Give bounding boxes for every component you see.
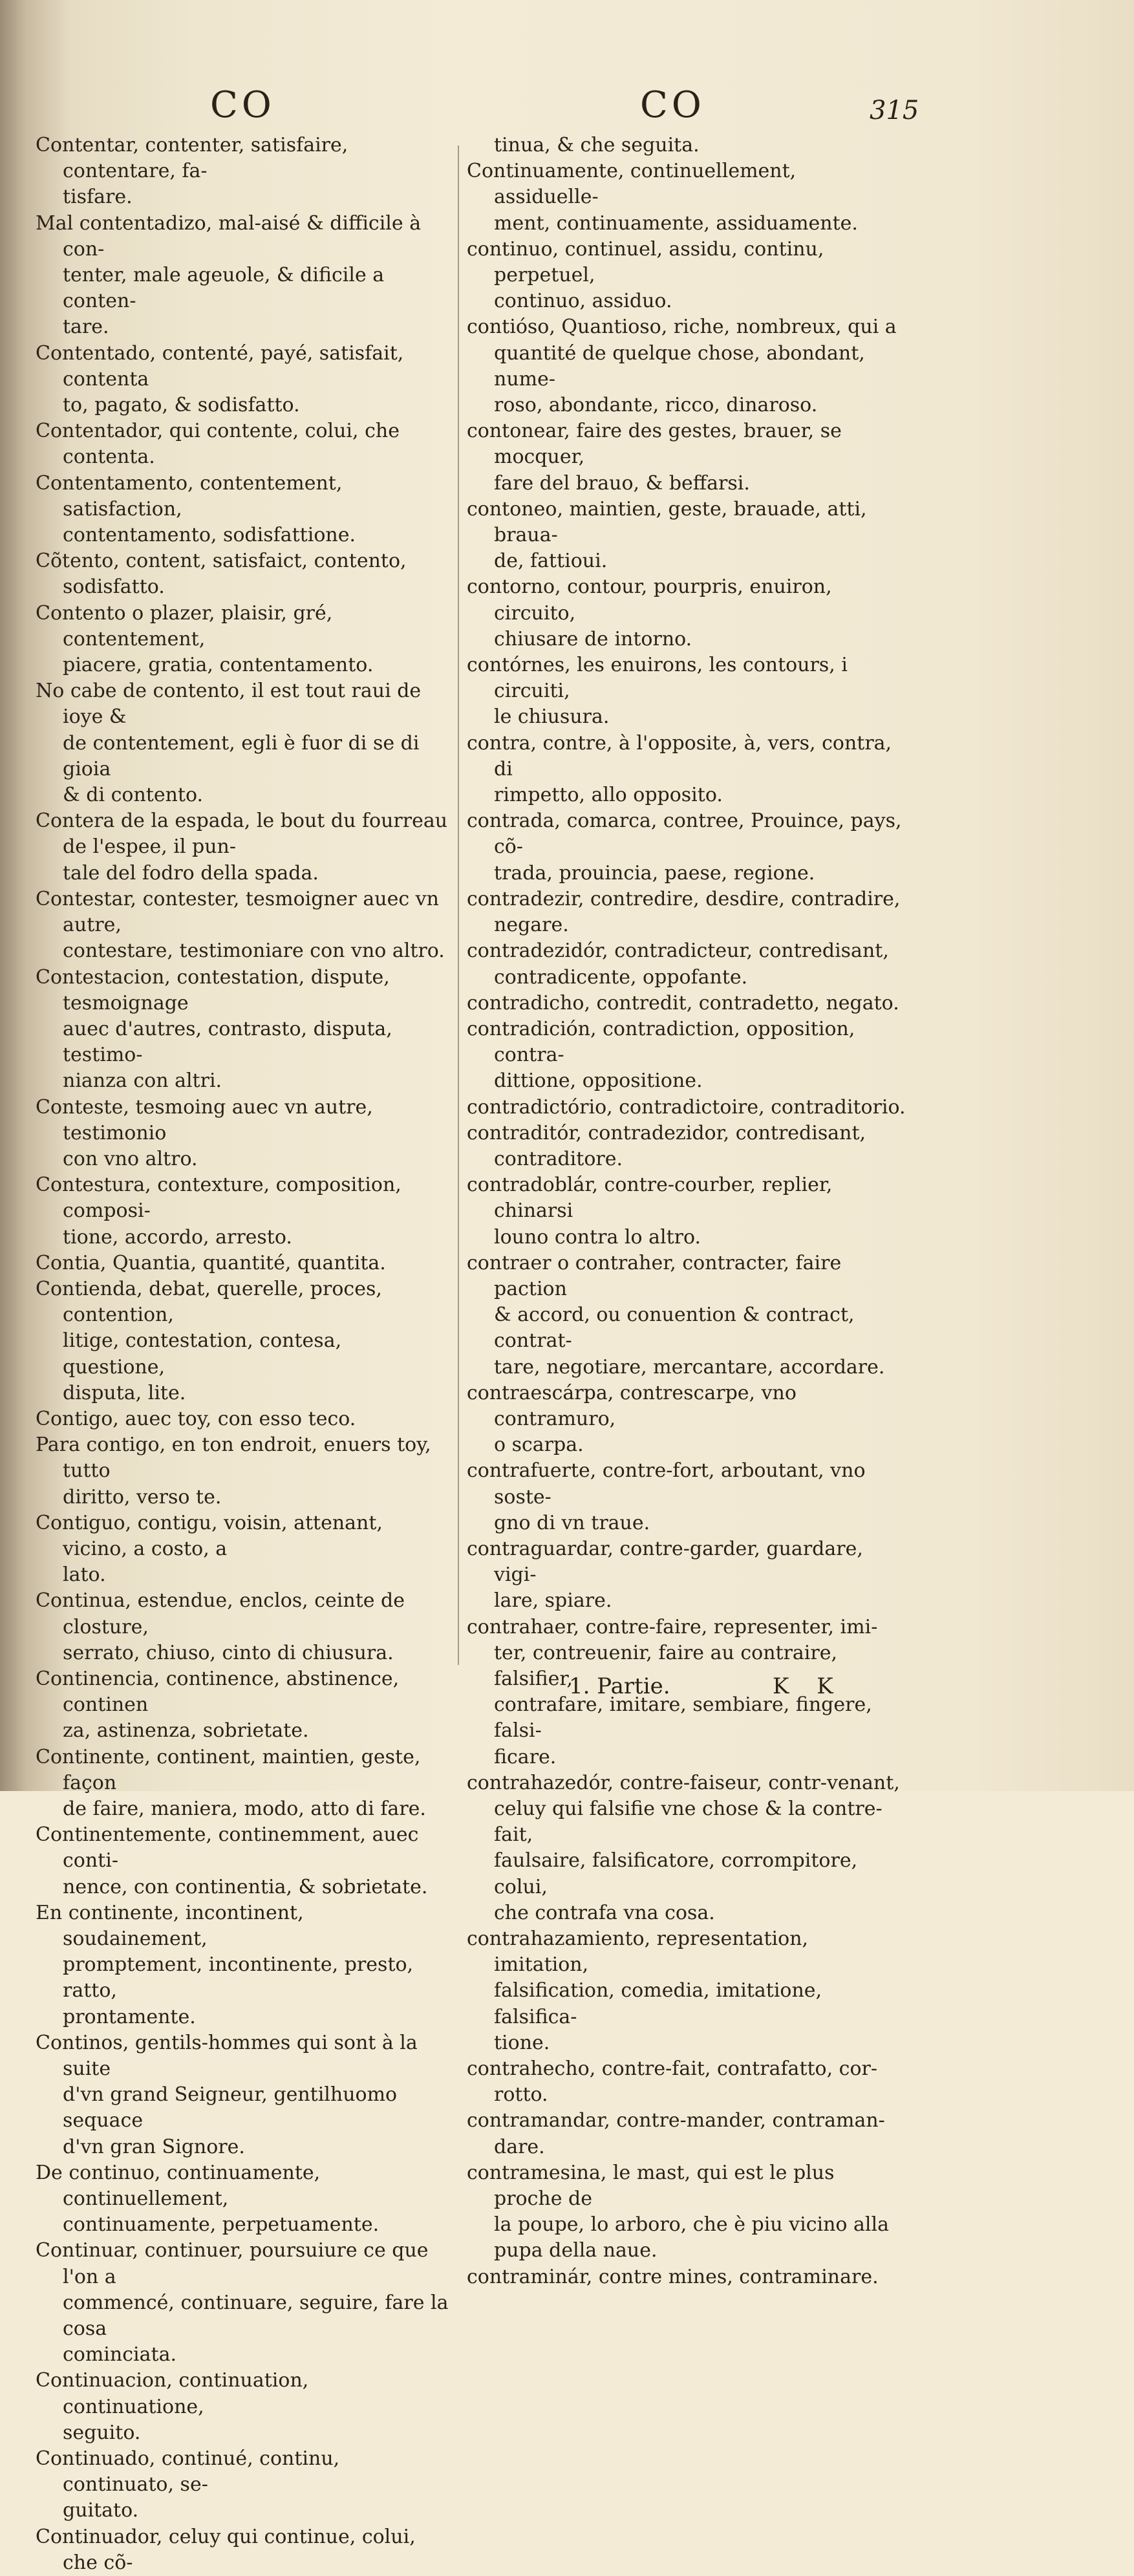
dictionary-entry: contradoblár, contre-courber, replier, chinarsi xyxy=(467,1174,833,1223)
dictionary-entry: Continuado, continué, continu, continuato, se- xyxy=(36,2447,340,2496)
dictionary-entry: Continua, estendue, enclos, ceinte de closture, xyxy=(36,1589,405,1638)
dictionary-entry: Contentamento, contentement, satisfaction, xyxy=(36,471,343,521)
dictionary-entry: contramesina, le mast, qui est le plus proche de xyxy=(467,2161,835,2211)
dictionary-entry: contradezir, contredire, desdire, contradire, xyxy=(467,887,901,910)
entry-continuation: piacere, gratia, contentamento. xyxy=(63,654,374,677)
entry-continuation: dittione, oppositione. xyxy=(494,1069,703,1093)
dictionary-entry: contrafuerte, contre-fort, arboutant, vno soste- xyxy=(467,1459,866,1508)
dictionary-entry: contrada, comarca, contree, Prouince, pays, cõ- xyxy=(467,810,902,859)
dictionary-entry: contrahazedór, contre-faiseur, contr-venant, xyxy=(467,1771,900,1794)
entry-continuation: con vno altro. xyxy=(63,1147,198,1170)
dictionary-entry: contradición, contradiction, opposition, contra- xyxy=(467,1017,855,1067)
entry-continuation: diritto, verso te. xyxy=(63,1485,222,1508)
entry-continuation: tare. xyxy=(63,316,109,339)
dictionary-entry: Cõtento, content, satisfaict, contento, sodisfatto. xyxy=(36,550,407,599)
dictionary-entry: contramandar, contre-mander, contraman- xyxy=(467,2109,885,2132)
entry-continuation: quantité de quelque chose, abondant, nume- xyxy=(494,341,865,391)
dictionary-entry: De continuo, continuamente, continuellement, xyxy=(36,2161,321,2211)
entry-continuation: serrato, chiuso, cinto di chiusura. xyxy=(63,1641,394,1664)
dictionary-entry: contraminár, contre mines, contraminare. xyxy=(467,2265,879,2288)
dictionary-entry: contórnes, les enuirons, les contours, i circuiti, xyxy=(467,654,848,703)
entry-continuation: continuamente, perpetuamente. xyxy=(63,2213,380,2237)
entry-continuation: contestare, testimoniare con vno altro. xyxy=(63,939,445,963)
entry-continuation: celuy qui falsifie vne chose & la contre-fait, xyxy=(494,1798,883,1847)
entry-continuation: rotto. xyxy=(494,2083,548,2107)
dictionary-entry: Contera de la espada, le bout du fourreau de l'espee, il pun- xyxy=(36,810,448,859)
dictionary-entry: Contentar, contenter, satisfaire, contentare, fa- xyxy=(36,134,348,183)
dictionary-entry: Continuacion, continuation, continuatione, xyxy=(36,2369,309,2418)
entry-continuation: roso, abondante, ricco, dinaroso. xyxy=(494,394,818,417)
entry-continuation: tisfare. xyxy=(63,186,133,209)
entry-continuation: nianza con altri. xyxy=(63,1069,222,1093)
dictionary-entry: contrahecho, contre-fait, contrafatto, cor- xyxy=(467,2057,878,2081)
entry-continuation: to, pagato, & sodisfatto. xyxy=(63,394,300,417)
entry-continuation: falsification, comedia, imitatione, falsifica- xyxy=(494,1979,822,2028)
entry-continuation: louno contra lo altro. xyxy=(494,1225,701,1249)
entry-continuation: ter, contreuenir, faire au contraire, falsifier, xyxy=(494,1641,838,1690)
dictionary-entry: contradicho, contredit, contradetto, negato. xyxy=(467,991,899,1014)
entry-continuation: d'vn grand Seigneur, gentilhuomo sequace xyxy=(63,2083,398,2132)
entry-continuation: contrafare, imitare, sembiare, fingere, falsi- xyxy=(494,1693,872,1743)
entry-continuation: nence, con continentia, & sobrietate. xyxy=(63,1875,428,1898)
entry-continuation: tale del fodro della spada. xyxy=(63,861,319,885)
dictionary-entry: Continente, continent, maintien, geste, façon xyxy=(36,1745,421,1794)
dictionary-entry: contrahaer, contre-faire, representer, imi- xyxy=(467,1615,878,1638)
entry-continuation: faulsaire, falsificatore, corrompitore, colui, xyxy=(494,1849,858,1898)
dictionary-entry: En continente, incontinent, soudainement, xyxy=(36,1901,304,1951)
entry-continuation: contentamento, sodisfattione. xyxy=(63,524,356,547)
dictionary-entry: Contestacion, contestation, dispute, tesmoignage xyxy=(36,965,390,1014)
entry-continuation: d'vn gran Signore. xyxy=(63,2135,245,2158)
entry-continuation: contradicente, oppofante. xyxy=(494,965,748,989)
entry-continuation: pupa della naue. xyxy=(494,2239,658,2262)
entry-continuation: trada, prouincia, paese, regione. xyxy=(494,861,815,885)
column-divider xyxy=(458,145,459,1665)
entry-continuation: rimpetto, allo opposito. xyxy=(494,784,723,807)
entry-continuation: promptement, incontinente, presto, ratto, xyxy=(63,1953,414,2002)
dictionary-entry: Contentador, qui contente, colui, che contenta. xyxy=(36,420,400,469)
dictionary-entry: Continos, gentils-hommes qui sont à la suite xyxy=(36,2031,418,2081)
dictionary-entry: Contiguo, contigu, voisin, attenant, vicino, a costo, a xyxy=(36,1511,383,1560)
entry-continuation: de faire, maniera, modo, atto di fare. xyxy=(63,1798,426,1820)
entry-continuation: fare del brauo, & beffarsi. xyxy=(494,471,750,495)
dictionary-entry: contraditór, contradezidor, contredisant, xyxy=(467,1121,866,1144)
dictionary-entry: contrahazamiento, representation, imitation, xyxy=(467,1927,809,1977)
dictionary-entry: contradictório, contradictoire, contraditorio. xyxy=(467,1095,906,1119)
entry-continuation: tenter, male ageuole, & dificile a conten- xyxy=(63,264,385,313)
dictionary-entry: contonear, faire des gestes, brauer, se mocquer, xyxy=(467,420,842,469)
dictionary-entry: continuo, continuel, assidu, continu, perpetuel, xyxy=(467,237,824,287)
entry-continuation: le chiusura. xyxy=(494,705,610,729)
page-footer xyxy=(0,1673,1134,1706)
entry-continuation: contraditore. xyxy=(494,1147,623,1170)
dictionary-entry: contorno, contour, pourpris, enuiron, circuito, xyxy=(467,575,832,625)
entry-continuation: o scarpa. xyxy=(494,1433,584,1457)
entry-continuation: auec d'autres, contrasto, disputa, testimo- xyxy=(63,1017,392,1067)
entry-continuation: prontamente. xyxy=(63,2005,196,2028)
entry-continuation: de contentement, egli è fuor di se di gioia xyxy=(63,731,420,780)
dictionary-entry: contradezidór, contradicteur, contredisant, xyxy=(467,939,889,963)
entry-continuation: negare. xyxy=(494,914,569,937)
dictionary-entry: contióso, Quantioso, riche, nombreux, qui a xyxy=(467,316,897,339)
page-number: 315 xyxy=(870,96,919,125)
entry-continuation: cominciata. xyxy=(63,2343,177,2367)
entry-continuation: disputa, lite. xyxy=(63,1381,186,1404)
entry-continuation: & di contento. xyxy=(63,784,204,807)
entry-continuation: & accord, ou conuention & contract, contrat- xyxy=(494,1304,855,1353)
entry-continuation: lato. xyxy=(63,1563,106,1587)
entry-continuation: lare, spiare. xyxy=(494,1589,612,1613)
dictionary-entry: contraguardar, contre-garder, guardare, vigi- xyxy=(467,1537,863,1587)
dictionary-entry: Contentado, contenté, payé, satisfait, contenta xyxy=(36,341,404,391)
entry-continuation: guitato. xyxy=(63,2499,139,2522)
left-column xyxy=(36,133,449,2576)
dictionary-entry: Contento o plazer, plaisir, gré, contentement, xyxy=(36,601,333,650)
entry-continuation: gno di vn traue. xyxy=(494,1511,650,1534)
dictionary-entry: contraer o contraher, contracter, faire paction xyxy=(467,1251,842,1300)
dictionary-entry: No cabe de contento, il est tout raui de ioye & xyxy=(36,680,422,729)
dictionary-entry: Para contigo, en ton endroit, enuers toy, tutto xyxy=(36,1433,431,1483)
dictionary-entry: Mal contentadizo, mal-aisé & difficile à con- xyxy=(36,211,422,261)
entry-continuation: litige, contestation, contesa, questione, xyxy=(63,1329,342,1379)
quire-mark: K K xyxy=(773,1673,844,1699)
entry-continuation: de, fattioui. xyxy=(494,550,608,573)
dictionary-entry: Conteste, tesmoing auec vn autre, testimonio xyxy=(36,1095,373,1144)
entry-continuation: seguito. xyxy=(63,2421,141,2444)
entry-continuation: za, astinenza, sobrietate. xyxy=(63,1719,309,1743)
dictionary-entry: Continuador, celuy qui continue, colui, che cõ- xyxy=(36,2525,416,2574)
entry-continuation: ficare. xyxy=(494,1745,557,1768)
dictionary-entry: Contienda, debat, querelle, proces, contention, xyxy=(36,1277,382,1327)
dictionary-entry: Continentemente, continemment, auec conti- xyxy=(36,1823,419,1873)
entry-continuation: commencé, continuare, seguire, fare la cosa xyxy=(63,2291,449,2341)
entry-continuation: tare, negotiare, mercantare, accordare. xyxy=(494,1355,885,1379)
dictionary-entry: Contia, Quantia, quantité, quantita. xyxy=(36,1251,386,1274)
signature-mark: 1. Partie. xyxy=(569,1673,670,1699)
dictionary-entry: Contestar, contester, tesmoigner auec vn autre, xyxy=(36,887,439,937)
entry-continuation: la poupe, lo arboro, che è piu vicino alla xyxy=(494,2213,889,2237)
entry-continuation: ment, continuamente, assiduamente. xyxy=(494,211,858,235)
dictionary-entry: Continuar, continuer, poursuiure ce que l'on a xyxy=(36,2239,429,2288)
dictionary-entry: Continuamente, continuellement, assiduelle- xyxy=(467,160,797,209)
entry-continuation: tione, accordo, arresto. xyxy=(63,1225,292,1249)
entry-continuation: continuo, assiduo. xyxy=(494,290,672,313)
entry-continuation: che contrafa vna cosa. xyxy=(494,1901,715,1924)
dictionary-entry: contra, contre, à l'opposite, à, vers, contra, di xyxy=(467,731,892,780)
dictionary-entry: contoneo, maintien, geste, brauade, atti, braua- xyxy=(467,497,867,547)
entry-continuation: tione. xyxy=(494,2031,550,2054)
left-running-head: CO xyxy=(210,84,275,126)
dictionary-entry: Contestura, contexture, composition, composi- xyxy=(36,1174,401,1223)
dictionary-entry: contraescárpa, contrescarpe, vno contramuro, xyxy=(467,1381,797,1430)
entry-continuation: tinua, & che seguita. xyxy=(494,134,700,156)
dictionary-entry: Continencia, continence, abstinence, continen xyxy=(36,1667,400,1717)
dictionary-entry: Contigo, auec toy, con esso teco. xyxy=(36,1407,356,1430)
right-running-head: CO xyxy=(640,84,705,126)
right-column xyxy=(467,133,906,2290)
entry-continuation: chiusare de intorno. xyxy=(494,627,692,650)
entry-continuation: dare. xyxy=(494,2135,545,2158)
